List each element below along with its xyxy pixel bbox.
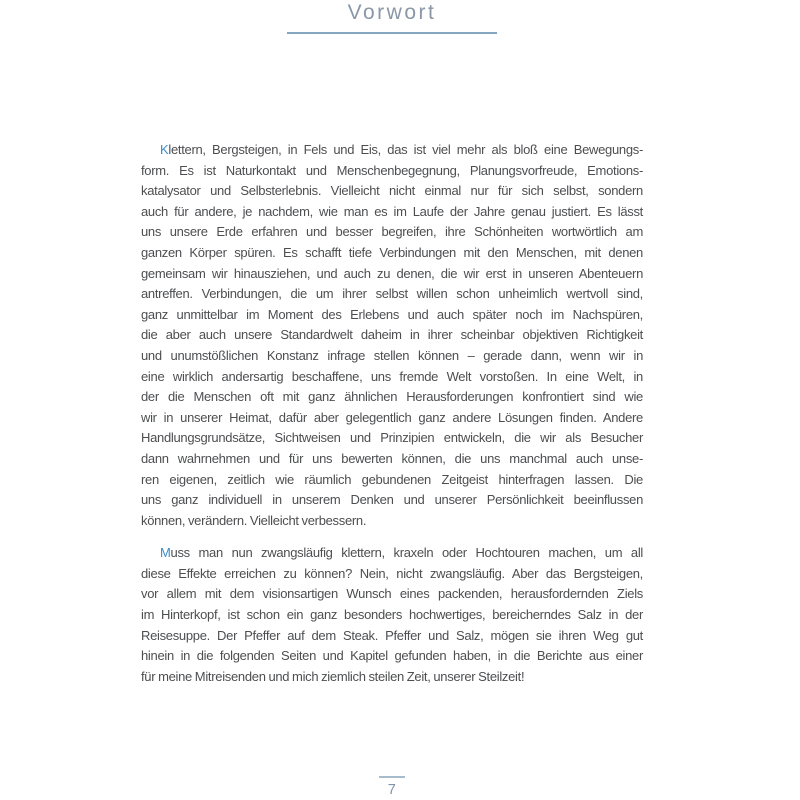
text-line: ganz unmittelbar im Moment des Erlebens und auch später noch im Nachspüren, (141, 306, 643, 322)
text-line: Klettern, Bergsteigen, in Fels und Eis, das ist viel mehr als bloß eine Bewegungs- (160, 142, 643, 157)
text-line: wir in unserer Heimat, dafür aber gelegentlich ganz andere Lösungen finden. Andere (141, 409, 643, 425)
text-line: vor allem mit dem visionsartigen Wunsch eines packenden, herausfordernden Ziels (141, 586, 643, 602)
text-line: antreffen. Verbindungen, die um ihrer selbst willen schon unheimlich wertvoll sind, (141, 286, 643, 302)
page-number: 7 (387, 781, 397, 798)
text-line: gemeinsam wir hinausziehen, und auch zu denen, die wir erst in unseren Abenteuern (141, 265, 643, 281)
text-line: ganzen Körper spüren. Es schafft tiefe Verbindungen mit den Menschen, mit denen (141, 244, 643, 260)
text-line: Muss man nun zwangsläufig klettern, kraxeln oder Hochtouren machen, um all (160, 545, 643, 561)
text-line: für meine Mitreisenden und mich ziemlich steilen Zeit, unserer Steilzeit! (141, 668, 525, 684)
text-line: diese Effekte erreichen zu können? Nein, nicht zwangsläufig. Aber das Bergsteigen, (141, 565, 643, 581)
paragraph (141, 140, 643, 531)
text-line: können, verändern. Vielleicht verbessern. (141, 512, 367, 528)
text-line: Handlungsgrundsätze, Sichtweisen und Prinzipien entwickeln, die wir als Besucher (141, 430, 643, 446)
text-line: hinein in die folgenden Seiten und Kapitel gefunden haben, in die Berichte aus einer (141, 648, 643, 664)
drop-initial: K (160, 142, 169, 157)
text-line: Reisesuppe. Der Pfeffer auf dem Steak. Pfeffer und Salz, mögen sie ihren Weg gut (141, 627, 643, 643)
text-line: katalysator und Selbsterlebnis. Vielleicht nicht einmal nur für sich selbst, sondern (141, 183, 643, 199)
text-line: ren eigenen, zeitlich wie räumlich gebundenen Zeitgeist hinterfragen lassen. Die (141, 471, 643, 487)
text-line: und unumstößlichen Konstanz infrage stellen können – gerade dann, wenn wir in (141, 347, 643, 363)
text-line: uns ganz individuell in unserem Denken und unserer Persönlichkeit beeinflussen (141, 492, 643, 508)
page-header (141, 0, 643, 34)
text-line: eine wirklich andersartig beschaffene, uns fremde Welt vorstoßen. In eine Welt, in (141, 368, 643, 384)
preface-text (141, 140, 643, 687)
text-line: auch für andere, je nachdem, wie man es im Laufe der Jahre genau justiert. Es lässt (141, 203, 643, 219)
paragraph (141, 543, 643, 687)
footer-rule (379, 776, 405, 778)
text-line: uns unsere Erde erfahren und besser begreifen, ihre Schönheiten wortwörtlich am (141, 224, 643, 240)
drop-initial: M (160, 545, 171, 561)
text-line: der die Menschen oft mit ganz ähnlichen Herausforderungen konfrontiert sind wie (141, 389, 643, 405)
text-line: form. Es ist Naturkontakt und Menschenbegegnung, Planungsvorfreude, Emotions- (141, 162, 643, 178)
page-title: Vorwort (347, 1, 437, 24)
text-line: im Hinterkopf, ist schon ein ganz besonders hochwertiges, bereicherndes Salz in der (141, 607, 643, 623)
text-line: die aber auch unsere Standardwelt daheim in ihrer scheinbar objektiven Richtigkeit (141, 327, 643, 343)
text-line: dann wahrnehmen und für uns bewerten können, die uns manchmal auch unse- (141, 450, 643, 466)
page-footer (141, 776, 643, 798)
title-underline (287, 32, 497, 34)
